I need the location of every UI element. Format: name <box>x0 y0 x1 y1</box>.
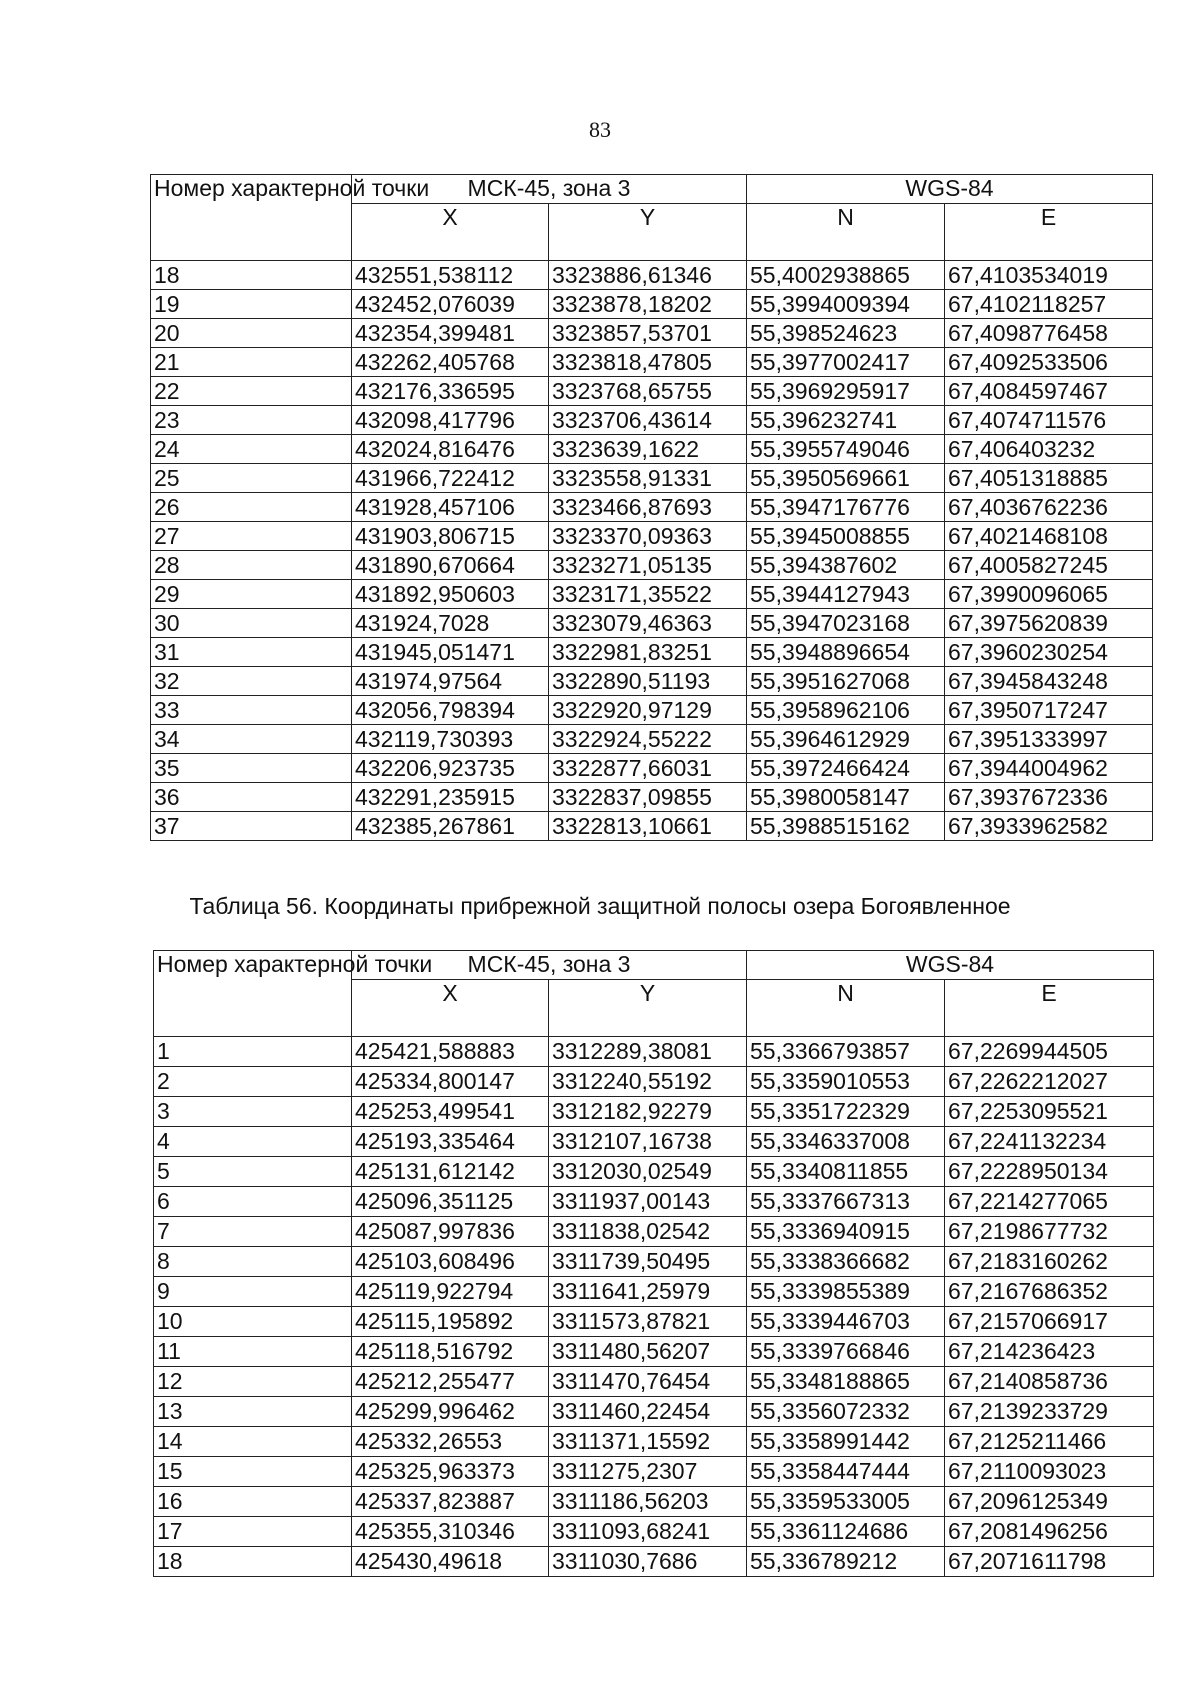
cell-n: 55,3980058147 <box>747 783 945 812</box>
cell-y: 3312182,92279 <box>549 1097 747 1127</box>
cell-x: 425115,195892 <box>352 1307 549 1337</box>
cell-n: 55,3948896654 <box>747 638 945 667</box>
cell-x: 431945,051471 <box>352 638 549 667</box>
cell-point-number: 17 <box>154 1517 352 1547</box>
cell-x: 425131,612142 <box>352 1157 549 1187</box>
cell-point-number: 36 <box>151 783 352 812</box>
cell-x: 432098,417796 <box>352 406 549 435</box>
cell-x: 425337,823887 <box>352 1487 549 1517</box>
cell-x: 425087,997836 <box>352 1217 549 1247</box>
header-group-wgs: WGS-84 <box>747 175 1153 204</box>
cell-y: 3311937,00143 <box>549 1187 747 1217</box>
cell-n: 55,3955749046 <box>747 435 945 464</box>
table-row <box>154 1217 1154 1247</box>
cell-y: 3322920,97129 <box>549 696 747 725</box>
cell-x: 432385,267861 <box>352 812 549 841</box>
header-group-msk: МСК-45, зона 3 <box>352 175 747 204</box>
cell-e: 67,4021468108 <box>945 522 1153 551</box>
cell-point-number: 19 <box>151 290 352 319</box>
cell-e: 67,2096125349 <box>945 1487 1154 1517</box>
cell-x: 425103,608496 <box>352 1247 549 1277</box>
table-row <box>151 812 1153 841</box>
table-row <box>151 754 1153 783</box>
cell-x: 425212,255477 <box>352 1367 549 1397</box>
cell-point-number: 33 <box>151 696 352 725</box>
cell-n: 55,3947023168 <box>747 609 945 638</box>
cell-x: 425421,588883 <box>352 1037 549 1067</box>
cell-x: 432119,730393 <box>352 725 549 754</box>
cell-e: 67,3975620839 <box>945 609 1153 638</box>
cell-point-number: 35 <box>151 754 352 783</box>
cell-n: 55,398524623 <box>747 319 945 348</box>
header-col-y: Y <box>549 204 747 261</box>
cell-n: 55,3945008855 <box>747 522 945 551</box>
cell-e: 67,2214277065 <box>945 1187 1154 1217</box>
cell-y: 3323271,05135 <box>549 551 747 580</box>
table-row <box>154 1247 1154 1277</box>
cell-point-number: 5 <box>154 1157 352 1187</box>
cell-point-number: 28 <box>151 551 352 580</box>
table-header <box>151 175 1153 261</box>
cell-n: 55,3969295917 <box>747 377 945 406</box>
table-body <box>154 1037 1154 1577</box>
cell-x: 431890,670664 <box>352 551 549 580</box>
cell-point-number: 37 <box>151 812 352 841</box>
header-group-msk: МСК-45, зона 3 <box>352 951 747 980</box>
cell-point-number: 29 <box>151 580 352 609</box>
cell-n: 55,3338366682 <box>747 1247 945 1277</box>
cell-point-number: 26 <box>151 493 352 522</box>
header-col-n: N <box>747 980 945 1037</box>
cell-x: 425193,335464 <box>352 1127 549 1157</box>
cell-point-number: 11 <box>154 1337 352 1367</box>
cell-n: 55,3977002417 <box>747 348 945 377</box>
cell-n: 55,3972466424 <box>747 754 945 783</box>
table-row <box>154 1457 1154 1487</box>
cell-x: 431928,457106 <box>352 493 549 522</box>
table-row <box>151 290 1153 319</box>
table-row <box>154 1067 1154 1097</box>
cell-e: 67,3950717247 <box>945 696 1153 725</box>
cell-n: 55,4002938865 <box>747 261 945 290</box>
cell-x: 432452,076039 <box>352 290 549 319</box>
cell-e: 67,3990096065 <box>945 580 1153 609</box>
cell-n: 55,3944127943 <box>747 580 945 609</box>
cell-y: 3311480,56207 <box>549 1337 747 1367</box>
cell-point-number: 6 <box>154 1187 352 1217</box>
cell-x: 425096,351125 <box>352 1187 549 1217</box>
table-row <box>154 1187 1154 1217</box>
cell-x: 425325,963373 <box>352 1457 549 1487</box>
cell-n: 55,3356072332 <box>747 1397 945 1427</box>
cell-x: 425299,996462 <box>352 1397 549 1427</box>
cell-e: 67,2125211466 <box>945 1427 1154 1457</box>
cell-e: 67,4051318885 <box>945 464 1153 493</box>
cell-x: 431974,97564 <box>352 667 549 696</box>
table-row <box>151 638 1153 667</box>
header-group-wgs: WGS-84 <box>747 951 1154 980</box>
cell-y: 3311371,15592 <box>549 1427 747 1457</box>
cell-e: 67,2071611798 <box>945 1547 1154 1577</box>
cell-x: 432354,399481 <box>352 319 549 348</box>
cell-y: 3312107,16738 <box>549 1127 747 1157</box>
cell-x: 425355,310346 <box>352 1517 549 1547</box>
cell-y: 3311186,56203 <box>549 1487 747 1517</box>
cell-point-number: 31 <box>151 638 352 667</box>
cell-n: 55,3358447444 <box>747 1457 945 1487</box>
cell-point-number: 25 <box>151 464 352 493</box>
cell-e: 67,214236423 <box>945 1337 1154 1367</box>
cell-n: 55,3947176776 <box>747 493 945 522</box>
header-point-number: Номер характерной точки <box>154 951 352 1037</box>
cell-y: 3312240,55192 <box>549 1067 747 1097</box>
cell-n: 55,3339766846 <box>747 1337 945 1367</box>
header-col-n: N <box>747 204 945 261</box>
cell-point-number: 18 <box>151 261 352 290</box>
cell-e: 67,3937672336 <box>945 783 1153 812</box>
cell-n: 55,3950569661 <box>747 464 945 493</box>
table-row <box>154 1427 1154 1457</box>
cell-y: 3322890,51193 <box>549 667 747 696</box>
cell-x: 432262,405768 <box>352 348 549 377</box>
cell-e: 67,4084597467 <box>945 377 1153 406</box>
cell-n: 55,3339446703 <box>747 1307 945 1337</box>
cell-y: 3311470,76454 <box>549 1367 747 1397</box>
cell-e: 67,4092533506 <box>945 348 1153 377</box>
table-row <box>151 696 1153 725</box>
cell-e: 67,2140858736 <box>945 1367 1154 1397</box>
table-row <box>151 348 1153 377</box>
table-row <box>151 522 1153 551</box>
table-row <box>154 1487 1154 1517</box>
cell-x: 425119,922794 <box>352 1277 549 1307</box>
header-col-e: E <box>945 204 1153 261</box>
table-row <box>151 667 1153 696</box>
cell-e: 67,2262212027 <box>945 1067 1154 1097</box>
table-row <box>151 551 1153 580</box>
cell-point-number: 32 <box>151 667 352 696</box>
cell-x: 431892,950603 <box>352 580 549 609</box>
cell-e: 67,4102118257 <box>945 290 1153 319</box>
cell-point-number: 34 <box>151 725 352 754</box>
cell-n: 55,3348188865 <box>747 1367 945 1397</box>
cell-y: 3323878,18202 <box>549 290 747 319</box>
cell-e: 67,3933962582 <box>945 812 1153 841</box>
cell-x: 432551,538112 <box>352 261 549 290</box>
cell-e: 67,2081496256 <box>945 1517 1154 1547</box>
cell-e: 67,406403232 <box>945 435 1153 464</box>
cell-e: 67,2198677732 <box>945 1217 1154 1247</box>
page-number: 83 <box>589 117 611 142</box>
table-row <box>154 1157 1154 1187</box>
cell-e: 67,2269944505 <box>945 1037 1154 1067</box>
cell-y: 3311838,02542 <box>549 1217 747 1247</box>
cell-e: 67,4103534019 <box>945 261 1153 290</box>
cell-y: 3311093,68241 <box>549 1517 747 1547</box>
cell-y: 3322981,83251 <box>549 638 747 667</box>
cell-x: 432176,336595 <box>352 377 549 406</box>
header-col-x: X <box>352 980 549 1037</box>
cell-e: 67,2228950134 <box>945 1157 1154 1187</box>
cell-point-number: 2 <box>154 1067 352 1097</box>
table-row <box>151 319 1153 348</box>
cell-e: 67,2241132234 <box>945 1127 1154 1157</box>
cell-e: 67,3960230254 <box>945 638 1153 667</box>
cell-e: 67,2110093023 <box>945 1457 1154 1487</box>
coordinates-table-continued <box>150 174 1153 841</box>
cell-y: 3311030,7686 <box>549 1547 747 1577</box>
table-row <box>154 1097 1154 1127</box>
cell-x: 425332,26553 <box>352 1427 549 1457</box>
cell-n: 55,3339855389 <box>747 1277 945 1307</box>
cell-n: 55,3336940915 <box>747 1217 945 1247</box>
cell-point-number: 13 <box>154 1397 352 1427</box>
cell-y: 3323558,91331 <box>549 464 747 493</box>
coordinates-table-56 <box>153 950 1154 1577</box>
cell-point-number: 10 <box>154 1307 352 1337</box>
cell-y: 3322813,10661 <box>549 812 747 841</box>
cell-n: 55,3359010553 <box>747 1067 945 1097</box>
table-row <box>154 1367 1154 1397</box>
cell-y: 3323818,47805 <box>549 348 747 377</box>
cell-e: 67,2253095521 <box>945 1097 1154 1127</box>
cell-y: 3311641,25979 <box>549 1277 747 1307</box>
cell-point-number: 23 <box>151 406 352 435</box>
table-row <box>154 1547 1154 1577</box>
cell-n: 55,3346337008 <box>747 1127 945 1157</box>
cell-n: 55,3351722329 <box>747 1097 945 1127</box>
cell-e: 67,2183160262 <box>945 1247 1154 1277</box>
cell-y: 3322924,55222 <box>549 725 747 754</box>
cell-e: 67,4098776458 <box>945 319 1153 348</box>
cell-y: 3322837,09855 <box>549 783 747 812</box>
cell-y: 3311275,2307 <box>549 1457 747 1487</box>
cell-n: 55,3358991442 <box>747 1427 945 1457</box>
cell-point-number: 3 <box>154 1097 352 1127</box>
cell-point-number: 12 <box>154 1367 352 1397</box>
cell-e: 67,2139233729 <box>945 1397 1154 1427</box>
table-caption: Таблица 56. Координаты прибрежной защитной полосы озера Богоявленное <box>189 893 1011 919</box>
cell-point-number: 4 <box>154 1127 352 1157</box>
cell-y: 3311573,87821 <box>549 1307 747 1337</box>
cell-e: 67,4036762236 <box>945 493 1153 522</box>
cell-y: 3312289,38081 <box>549 1037 747 1067</box>
cell-x: 432291,235915 <box>352 783 549 812</box>
table-row <box>154 1307 1154 1337</box>
cell-n: 55,3340811855 <box>747 1157 945 1187</box>
cell-y: 3323768,65755 <box>549 377 747 406</box>
table-row <box>151 406 1153 435</box>
cell-point-number: 7 <box>154 1217 352 1247</box>
cell-e: 67,4005827245 <box>945 551 1153 580</box>
cell-x: 431903,806715 <box>352 522 549 551</box>
table-row <box>154 1037 1154 1067</box>
table-row <box>151 464 1153 493</box>
cell-y: 3323079,46363 <box>549 609 747 638</box>
table-body <box>151 261 1153 841</box>
cell-n: 55,3958962106 <box>747 696 945 725</box>
cell-point-number: 20 <box>151 319 352 348</box>
table-row <box>151 580 1153 609</box>
table-row <box>151 435 1153 464</box>
table-row <box>154 1517 1154 1547</box>
header-col-e: E <box>945 980 1154 1037</box>
cell-y: 3323639,1622 <box>549 435 747 464</box>
cell-n: 55,3964612929 <box>747 725 945 754</box>
cell-n: 55,3994009394 <box>747 290 945 319</box>
cell-y: 3323466,87693 <box>549 493 747 522</box>
cell-point-number: 30 <box>151 609 352 638</box>
cell-e: 67,3945843248 <box>945 667 1153 696</box>
table-row <box>151 493 1153 522</box>
cell-point-number: 21 <box>151 348 352 377</box>
cell-point-number: 16 <box>154 1487 352 1517</box>
table-row <box>151 725 1153 754</box>
header-col-y: Y <box>549 980 747 1037</box>
cell-y: 3322877,66031 <box>549 754 747 783</box>
cell-e: 67,2157066917 <box>945 1307 1154 1337</box>
table-row <box>154 1127 1154 1157</box>
cell-n: 55,3337667313 <box>747 1187 945 1217</box>
table-row <box>151 377 1153 406</box>
cell-y: 3323171,35522 <box>549 580 747 609</box>
cell-point-number: 27 <box>151 522 352 551</box>
cell-e: 67,3944004962 <box>945 754 1153 783</box>
cell-x: 431924,7028 <box>352 609 549 638</box>
cell-point-number: 1 <box>154 1037 352 1067</box>
table-row <box>154 1397 1154 1427</box>
cell-point-number: 9 <box>154 1277 352 1307</box>
cell-y: 3311739,50495 <box>549 1247 747 1277</box>
header-col-x: X <box>352 204 549 261</box>
cell-x: 425118,516792 <box>352 1337 549 1367</box>
cell-x: 425430,49618 <box>352 1547 549 1577</box>
header-point-number: Номер характерной точки <box>151 175 352 261</box>
cell-x: 425253,499541 <box>352 1097 549 1127</box>
cell-n: 55,336789212 <box>747 1547 945 1577</box>
cell-y: 3323857,53701 <box>549 319 747 348</box>
cell-e: 67,2167686352 <box>945 1277 1154 1307</box>
cell-e: 67,4074711576 <box>945 406 1153 435</box>
cell-y: 3323706,43614 <box>549 406 747 435</box>
cell-point-number: 8 <box>154 1247 352 1277</box>
cell-y: 3312030,02549 <box>549 1157 747 1187</box>
cell-x: 432024,816476 <box>352 435 549 464</box>
cell-n: 55,3951627068 <box>747 667 945 696</box>
cell-point-number: 15 <box>154 1457 352 1487</box>
cell-point-number: 22 <box>151 377 352 406</box>
table-row <box>151 261 1153 290</box>
cell-point-number: 14 <box>154 1427 352 1457</box>
cell-n: 55,3366793857 <box>747 1037 945 1067</box>
table-row <box>151 783 1153 812</box>
table-header <box>154 951 1154 1037</box>
cell-x: 425334,800147 <box>352 1067 549 1097</box>
cell-n: 55,396232741 <box>747 406 945 435</box>
cell-x: 432056,798394 <box>352 696 549 725</box>
cell-e: 67,3951333997 <box>945 725 1153 754</box>
cell-point-number: 24 <box>151 435 352 464</box>
cell-n: 55,394387602 <box>747 551 945 580</box>
cell-point-number: 18 <box>154 1547 352 1577</box>
cell-n: 55,3361124686 <box>747 1517 945 1547</box>
table-row <box>154 1337 1154 1367</box>
table-row <box>154 1277 1154 1307</box>
cell-n: 55,3988515162 <box>747 812 945 841</box>
cell-y: 3311460,22454 <box>549 1397 747 1427</box>
cell-y: 3323886,61346 <box>549 261 747 290</box>
cell-y: 3323370,09363 <box>549 522 747 551</box>
cell-x: 432206,923735 <box>352 754 549 783</box>
table-row <box>151 609 1153 638</box>
cell-x: 431966,722412 <box>352 464 549 493</box>
cell-n: 55,3359533005 <box>747 1487 945 1517</box>
